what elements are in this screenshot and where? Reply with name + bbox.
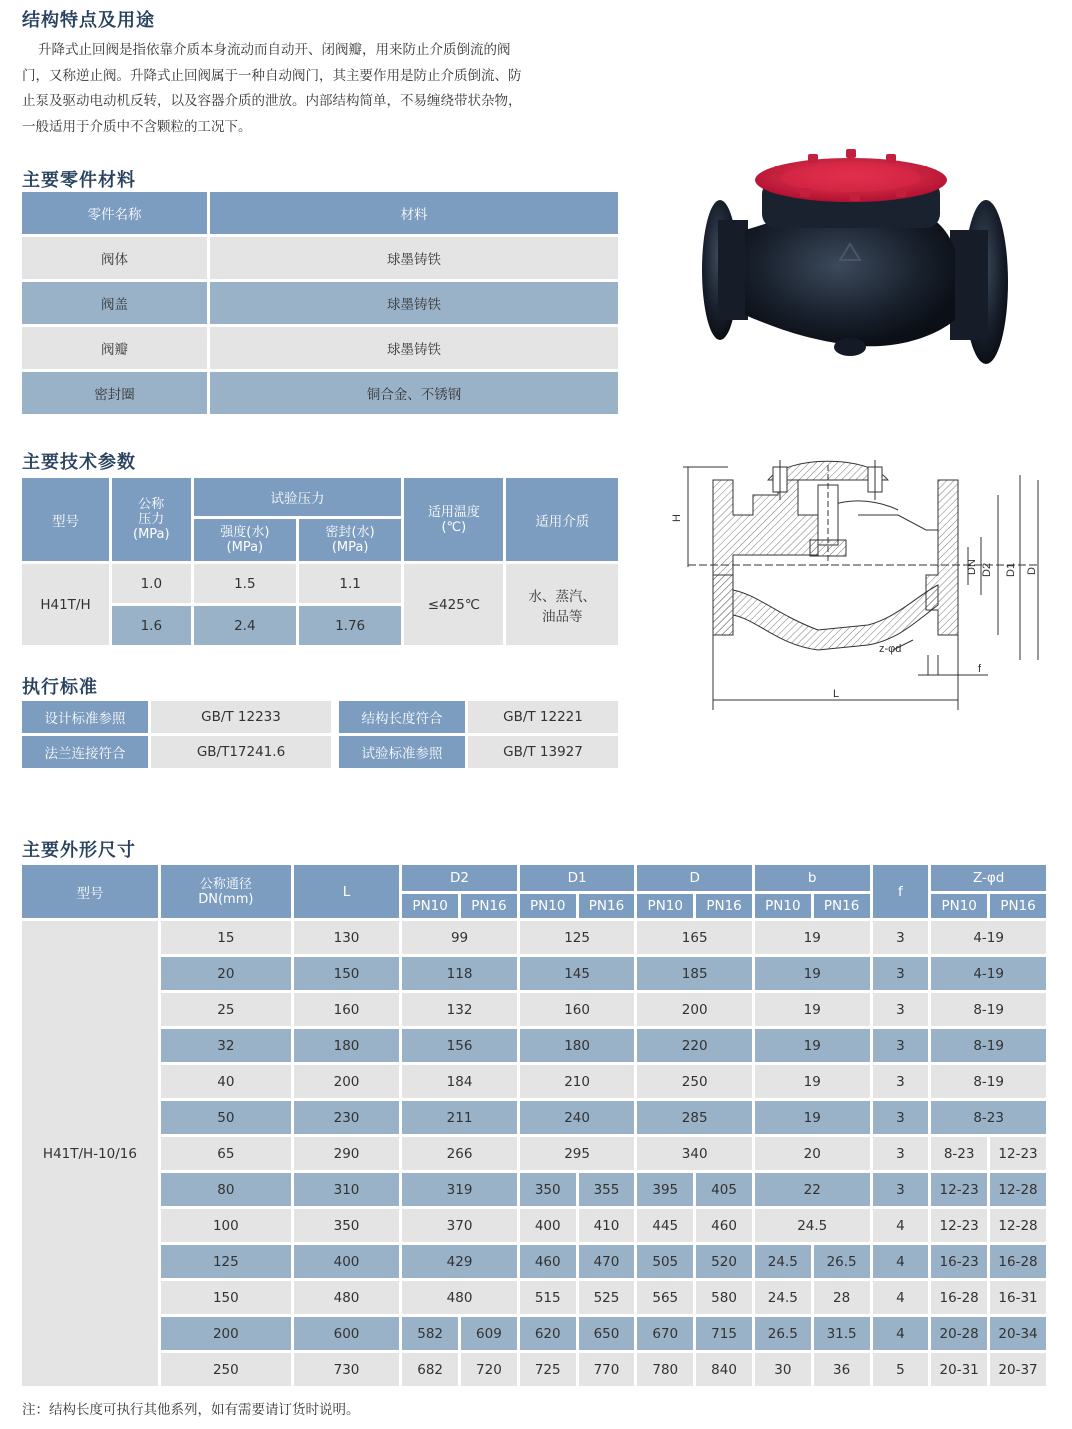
dims-z: 4-19: [931, 957, 1046, 990]
valve-drawing: [668, 455, 1058, 720]
dims-header-z: Z-φd: [931, 865, 1046, 891]
dims-D2: 118: [402, 957, 517, 990]
dims-f: 4: [873, 1317, 929, 1350]
params-header-pressure-l1: 公称: [138, 497, 165, 512]
params-header-pressure-l3: (MPa): [133, 527, 170, 542]
dims-D1-pn16: 470: [579, 1245, 635, 1278]
dims-header-D-pn: PN10: [637, 894, 693, 918]
materials-table: [19, 189, 621, 417]
dims-D1: 145: [520, 957, 635, 990]
dims-b: 19: [755, 921, 870, 954]
dims-z-pn10: 16-23: [931, 1245, 987, 1278]
section-title-features: 结构特点及用途: [22, 10, 155, 31]
dims-D-pn10: 505: [637, 1245, 693, 1278]
dims-b: 19: [755, 1029, 870, 1062]
params-table: [19, 475, 621, 648]
dims-D1-pn16: 650: [579, 1317, 635, 1350]
dims-z: 8-19: [931, 993, 1046, 1026]
dims-b-pn10: 24.5: [755, 1281, 811, 1314]
dims-f: 3: [873, 1029, 929, 1062]
dims-dn: 15: [161, 921, 291, 954]
dims-D: 220: [637, 1029, 752, 1062]
dims-D-pn10: 670: [637, 1317, 693, 1350]
params-seal: 1.1: [299, 564, 401, 603]
dims-f: 3: [873, 921, 929, 954]
section-title-standards: 执行标准: [22, 677, 98, 698]
dims-D: 165: [637, 921, 752, 954]
dims-D: 285: [637, 1101, 752, 1134]
params-header-test: 试验压力: [194, 478, 402, 516]
material-value: 球墨铸铁: [210, 282, 618, 324]
dims-dn: 32: [161, 1029, 291, 1062]
dims-D2: 156: [402, 1029, 517, 1062]
dims-D2-pn16: 720: [461, 1353, 517, 1386]
params-header-temp: [404, 478, 503, 561]
dims-header-z-pn: PN16: [990, 894, 1046, 918]
params-medium: [506, 564, 618, 645]
dims-D: 340: [637, 1137, 752, 1170]
dims-f: 4: [873, 1209, 929, 1242]
standard-label: 法兰连接符合: [22, 736, 148, 768]
dims-z-pn16: 16-28: [990, 1245, 1046, 1278]
dims-D-pn10: 780: [637, 1353, 693, 1386]
dims-header-L: L: [294, 865, 399, 918]
dims-z: 8-23: [931, 1101, 1046, 1134]
drawing-label-H: H: [671, 514, 683, 522]
material-value: 球墨铸铁: [210, 237, 618, 279]
dims-header-D-pn: PN16: [696, 894, 752, 918]
table-row: [22, 1209, 1046, 1242]
dims-header-D2-pn: PN10: [402, 894, 458, 918]
dims-z-pn16: 12-28: [990, 1173, 1046, 1206]
table-row: [22, 1281, 1046, 1314]
dims-D2: 99: [402, 921, 517, 954]
dims-header-D: D: [637, 865, 752, 891]
dims-D1-pn10: 725: [520, 1353, 576, 1386]
dims-D1: 295: [520, 1137, 635, 1170]
params-header-pressure-l2: 压力: [138, 512, 165, 527]
dims-D1-pn16: 410: [579, 1209, 635, 1242]
dims-L: 350: [294, 1209, 399, 1242]
materials-header-part: 零件名称: [22, 192, 207, 234]
dims-b: 22: [755, 1173, 870, 1206]
dims-dn: 125: [161, 1245, 291, 1278]
dims-D1: 210: [520, 1065, 635, 1098]
dims-b: 19: [755, 1101, 870, 1134]
dims-D2: 266: [402, 1137, 517, 1170]
table-row: [22, 1245, 1046, 1278]
dims-L: 480: [294, 1281, 399, 1314]
material-value: 铜合金、不锈钢: [210, 372, 618, 414]
material-part: 阀盖: [22, 282, 207, 324]
dims-D2-pn10: 582: [402, 1317, 458, 1350]
standard-label: 试验标准参照: [339, 736, 465, 768]
params-header-medium: 适用介质: [506, 478, 618, 561]
dims-header-D2-pn: PN16: [461, 894, 517, 918]
dims-D2: 319: [402, 1173, 517, 1206]
dims-z-pn16: 20-34: [990, 1317, 1046, 1350]
dims-D1-pn10: 515: [520, 1281, 576, 1314]
params-medium-l2: 油品等: [541, 608, 583, 625]
intro-line: 升降式止回阀是指依靠介质本身流动而自动开、闭阀瓣，用来防止介质倒流的阀: [38, 42, 511, 58]
dims-f: 3: [873, 1137, 929, 1170]
dims-dn: 150: [161, 1281, 291, 1314]
dims-D2: 184: [402, 1065, 517, 1098]
intro-line: 一般适用于介质中不含颗粒的工况下。: [22, 118, 252, 135]
drawing-label-f: f: [978, 663, 982, 675]
dims-dn: 100: [161, 1209, 291, 1242]
table-row: [22, 1029, 1046, 1062]
params-pressure: 1.6: [112, 606, 191, 645]
dims-b: 19: [755, 957, 870, 990]
intro-line: 止泵及驱动电动机反转，以及容器介质的泄放。内部结构简单，不易缠绕带状杂物，: [22, 93, 522, 109]
dims-header-D1: D1: [520, 865, 635, 891]
dims-f: 3: [873, 957, 929, 990]
dims-z: 8-19: [931, 1065, 1046, 1098]
material-part: 阀体: [22, 237, 207, 279]
dims-z-pn10: 8-23: [931, 1137, 987, 1170]
dims-D2-pn16: 609: [461, 1317, 517, 1350]
footnote: 注：结构长度可执行其他系列，如有需要请订货时说明。: [22, 1402, 360, 1418]
dims-b-pn16: 28: [814, 1281, 870, 1314]
dims-L: 230: [294, 1101, 399, 1134]
table-row: [22, 921, 1046, 954]
dims-D1-pn10: 460: [520, 1245, 576, 1278]
dims-L: 730: [294, 1353, 399, 1386]
dims-f: 3: [873, 993, 929, 1026]
dims-z-pn10: 20-28: [931, 1317, 987, 1350]
standard-value: GB/T 12221: [468, 701, 618, 733]
section-title-materials: 主要零件材料: [22, 170, 136, 191]
params-strength: 2.4: [194, 606, 296, 645]
dims-header-z-pn: PN10: [931, 894, 987, 918]
dims-header-dn-l1: 公称通径: [199, 876, 252, 892]
dims-L: 150: [294, 957, 399, 990]
params-header-temp-l2: (℃): [441, 519, 467, 535]
params-temp: ≤425℃: [404, 564, 503, 645]
dims-b-pn10: 26.5: [755, 1317, 811, 1350]
dims-b: 24.5: [755, 1209, 870, 1242]
intro-line: 门，又称逆止阀。升降式止回阀属于一种自动阀门，其主要作用是防止介质倒流、防: [22, 67, 522, 84]
params-header-seal: [299, 519, 401, 561]
params-header-temp-l1: 适用温度: [427, 504, 480, 520]
dims-D1: 240: [520, 1101, 635, 1134]
dims-z-pn10: 12-23: [931, 1209, 987, 1242]
dims-dn: 200: [161, 1317, 291, 1350]
intro-paragraph: [22, 38, 612, 140]
dims-L: 200: [294, 1065, 399, 1098]
section-title-params: 主要技术参数: [22, 452, 136, 473]
drawing-label-D: D: [1026, 567, 1038, 575]
dims-D2: 132: [402, 993, 517, 1026]
dims-b-pn16: 26.5: [814, 1245, 870, 1278]
dims-z-pn16: 16-31: [990, 1281, 1046, 1314]
dims-D-pn16: 840: [696, 1353, 752, 1386]
dims-L: 180: [294, 1029, 399, 1062]
dims-L: 310: [294, 1173, 399, 1206]
dims-model: H41T/H-10/16: [22, 921, 158, 1386]
dims-f: 3: [873, 1173, 929, 1206]
dims-D1-pn10: 350: [520, 1173, 576, 1206]
dims-z-pn16: 12-28: [990, 1209, 1046, 1242]
params-medium-l1: 水、蒸汽、: [528, 588, 596, 605]
dims-b: 20: [755, 1137, 870, 1170]
dims-f: 4: [873, 1245, 929, 1278]
dims-dn: 80: [161, 1173, 291, 1206]
dims-L: 130: [294, 921, 399, 954]
drawing-label-zd: z-φd: [879, 643, 902, 655]
dimensions-table: [19, 862, 1049, 1389]
dims-dn: 250: [161, 1353, 291, 1386]
dims-D-pn16: 520: [696, 1245, 752, 1278]
dims-header-dn-l2: DN(mm): [198, 891, 254, 907]
dims-dn: 50: [161, 1101, 291, 1134]
standard-label: 设计标准参照: [22, 701, 148, 733]
dims-dn: 65: [161, 1137, 291, 1170]
params-header-seal-l1: 密封(水): [325, 525, 375, 540]
standard-value: GB/T 13927: [468, 736, 618, 768]
params-header-model: 型号: [22, 478, 109, 561]
dims-D-pn16: 405: [696, 1173, 752, 1206]
table-row: [22, 1317, 1046, 1350]
dims-D1: 180: [520, 1029, 635, 1062]
dims-D1: 125: [520, 921, 635, 954]
dims-header-D1-pn: PN16: [579, 894, 635, 918]
drawing-label-L: L: [833, 688, 840, 700]
dims-z-pn10: 20-31: [931, 1353, 987, 1386]
dims-b-pn10: 30: [755, 1353, 811, 1386]
dims-D-pn16: 715: [696, 1317, 752, 1350]
dims-header-D2: D2: [402, 865, 517, 891]
dims-b: 19: [755, 993, 870, 1026]
standards-table: [19, 698, 621, 771]
material-part: 阀瓣: [22, 327, 207, 369]
params-header-strength-l1: 强度(水): [220, 525, 270, 540]
dims-D-pn10: 565: [637, 1281, 693, 1314]
drawing-label-D2: D2: [981, 562, 993, 577]
dims-L: 600: [294, 1317, 399, 1350]
dims-L: 400: [294, 1245, 399, 1278]
dims-D-pn16: 580: [696, 1281, 752, 1314]
dims-f: 3: [873, 1065, 929, 1098]
dims-D2-pn10: 682: [402, 1353, 458, 1386]
dims-D1-pn16: 770: [579, 1353, 635, 1386]
standard-value: GB/T17241.6: [151, 736, 331, 768]
dims-D2: 211: [402, 1101, 517, 1134]
standard-label: 结构长度符合: [339, 701, 465, 733]
drawing-label-DN: DN: [966, 559, 978, 575]
dims-D: 200: [637, 993, 752, 1026]
table-row: [22, 1101, 1046, 1134]
dims-D: 185: [637, 957, 752, 990]
dims-header-b-pn: PN10: [755, 894, 811, 918]
table-row: [22, 1173, 1046, 1206]
dims-f: 3: [873, 1101, 929, 1134]
section-title-dimensions: 主要外形尺寸: [22, 840, 136, 861]
dims-L: 290: [294, 1137, 399, 1170]
dims-D2: 429: [402, 1245, 517, 1278]
params-header-seal-l2: (MPa): [331, 540, 369, 555]
dims-dn: 20: [161, 957, 291, 990]
dims-D2: 370: [402, 1209, 517, 1242]
dims-b-pn16: 36: [814, 1353, 870, 1386]
table-row: [22, 1065, 1046, 1098]
params-model: H41T/H: [22, 564, 109, 645]
dims-D1-pn16: 525: [579, 1281, 635, 1314]
dims-f: 5: [873, 1353, 929, 1386]
materials-header-material: 材料: [210, 192, 618, 234]
dims-header-b-pn: PN16: [814, 894, 870, 918]
table-row: [22, 993, 1046, 1026]
dims-dn: 25: [161, 993, 291, 1026]
dims-header-f: f: [873, 865, 929, 918]
dims-D-pn10: 445: [637, 1209, 693, 1242]
params-header-pressure: [112, 478, 191, 561]
params-header-strength: [194, 519, 296, 561]
dims-D2: 480: [402, 1281, 517, 1314]
dims-b-pn16: 31.5: [814, 1317, 870, 1350]
dims-b: 19: [755, 1065, 870, 1098]
material-value: 球墨铸铁: [210, 327, 618, 369]
valve-photo: [690, 140, 1030, 380]
dims-b-pn10: 24.5: [755, 1245, 811, 1278]
dims-D-pn10: 395: [637, 1173, 693, 1206]
params-header-strength-l2: (MPa): [226, 540, 264, 555]
standard-value: GB/T 12233: [151, 701, 331, 733]
table-row: [22, 1137, 1046, 1170]
dims-D1-pn10: 620: [520, 1317, 576, 1350]
dims-z-pn10: 16-28: [931, 1281, 987, 1314]
dims-z: 8-19: [931, 1029, 1046, 1062]
params-pressure: 1.0: [112, 564, 191, 603]
dims-header-D1-pn: PN10: [520, 894, 576, 918]
dims-header-dn: [161, 865, 291, 918]
dims-z-pn16: 12-23: [990, 1137, 1046, 1170]
dims-z-pn10: 12-23: [931, 1173, 987, 1206]
table-row: [22, 957, 1046, 990]
dims-D1-pn16: 355: [579, 1173, 635, 1206]
dims-D: 250: [637, 1065, 752, 1098]
material-part: 密封圈: [22, 372, 207, 414]
dims-header-b: b: [755, 865, 870, 891]
drawing-label-D1: D1: [1005, 562, 1017, 577]
dims-dn: 40: [161, 1065, 291, 1098]
dims-D-pn16: 460: [696, 1209, 752, 1242]
dims-D1-pn10: 400: [520, 1209, 576, 1242]
dims-z: 4-19: [931, 921, 1046, 954]
params-seal: 1.76: [299, 606, 401, 645]
table-row: [22, 1353, 1046, 1386]
params-strength: 1.5: [194, 564, 296, 603]
dims-z-pn16: 20-37: [990, 1353, 1046, 1386]
dims-L: 160: [294, 993, 399, 1026]
dims-D1: 160: [520, 993, 635, 1026]
dims-f: 4: [873, 1281, 929, 1314]
dims-header-model: 型号: [22, 865, 158, 918]
